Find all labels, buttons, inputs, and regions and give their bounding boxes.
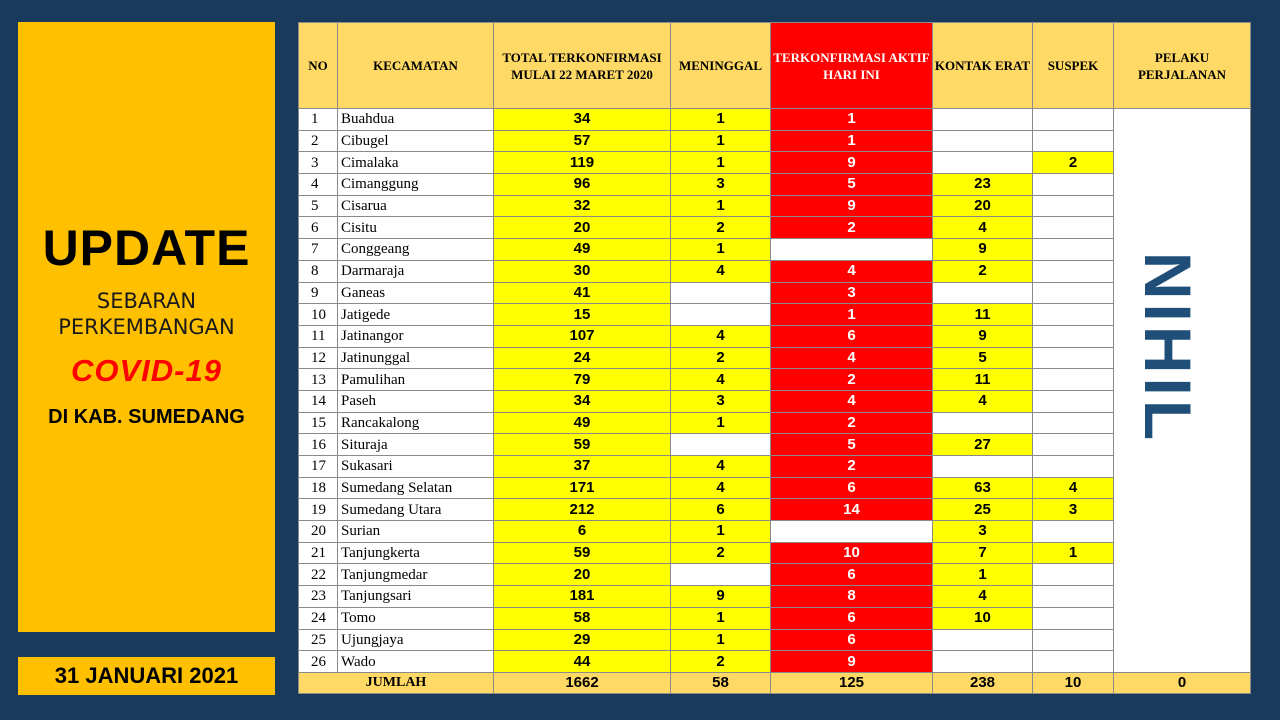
row-suspek bbox=[1033, 109, 1114, 131]
row-aktif: 6 bbox=[771, 325, 933, 347]
row-kontak: 63 bbox=[933, 477, 1033, 499]
row-meninggal: 6 bbox=[671, 499, 771, 521]
row-total: 49 bbox=[494, 239, 671, 261]
row-no: 17 bbox=[299, 456, 338, 478]
row-meninggal: 4 bbox=[671, 369, 771, 391]
table-row bbox=[299, 564, 1251, 586]
row-suspek bbox=[1033, 434, 1114, 456]
row-suspek bbox=[1033, 521, 1114, 543]
table-row bbox=[299, 369, 1251, 391]
row-meninggal: 4 bbox=[671, 325, 771, 347]
row-kecamatan: Sukasari bbox=[338, 456, 494, 478]
row-aktif: 4 bbox=[771, 347, 933, 369]
row-meninggal: 1 bbox=[671, 629, 771, 651]
header-no: NO bbox=[299, 23, 338, 109]
row-aktif: 10 bbox=[771, 542, 933, 564]
row-kecamatan: Pamulihan bbox=[338, 369, 494, 391]
row-kontak: 9 bbox=[933, 239, 1033, 261]
row-no: 13 bbox=[299, 369, 338, 391]
row-kecamatan: Sumedang Selatan bbox=[338, 477, 494, 499]
row-kontak bbox=[933, 456, 1033, 478]
row-no: 9 bbox=[299, 282, 338, 304]
row-no: 14 bbox=[299, 390, 338, 412]
row-meninggal bbox=[671, 434, 771, 456]
row-aktif: 14 bbox=[771, 499, 933, 521]
table-row bbox=[299, 282, 1251, 304]
row-aktif: 3 bbox=[771, 282, 933, 304]
row-aktif: 1 bbox=[771, 109, 933, 131]
row-kecamatan: Surian bbox=[338, 521, 494, 543]
row-kecamatan: Darmaraja bbox=[338, 260, 494, 282]
row-no: 6 bbox=[299, 217, 338, 239]
row-kontak: 4 bbox=[933, 217, 1033, 239]
row-kecamatan: Cisitu bbox=[338, 217, 494, 239]
row-suspek: 4 bbox=[1033, 477, 1114, 499]
table-row bbox=[299, 629, 1251, 651]
table-row bbox=[299, 434, 1251, 456]
row-suspek bbox=[1033, 651, 1114, 673]
row-kontak: 25 bbox=[933, 499, 1033, 521]
row-total: 41 bbox=[494, 282, 671, 304]
row-kecamatan: Tanjungkerta bbox=[338, 542, 494, 564]
row-aktif: 9 bbox=[771, 195, 933, 217]
table-row bbox=[299, 542, 1251, 564]
row-meninggal: 2 bbox=[671, 542, 771, 564]
header-kontak: KONTAK ERAT bbox=[933, 23, 1033, 109]
row-meninggal: 2 bbox=[671, 651, 771, 673]
row-kontak bbox=[933, 412, 1033, 434]
row-no: 10 bbox=[299, 304, 338, 326]
row-meninggal: 4 bbox=[671, 477, 771, 499]
row-meninggal: 1 bbox=[671, 412, 771, 434]
row-total: 34 bbox=[494, 109, 671, 131]
row-total: 212 bbox=[494, 499, 671, 521]
table-row bbox=[299, 217, 1251, 239]
row-meninggal bbox=[671, 282, 771, 304]
row-no: 4 bbox=[299, 174, 338, 196]
row-kontak: 27 bbox=[933, 434, 1033, 456]
row-total: 24 bbox=[494, 347, 671, 369]
row-kecamatan: Jatinunggal bbox=[338, 347, 494, 369]
row-aktif: 6 bbox=[771, 564, 933, 586]
row-no: 7 bbox=[299, 239, 338, 261]
row-no: 22 bbox=[299, 564, 338, 586]
total-confirmed: 1662 bbox=[494, 672, 671, 693]
row-total: 96 bbox=[494, 174, 671, 196]
title-panel bbox=[18, 22, 275, 632]
row-kecamatan: Buahdua bbox=[338, 109, 494, 131]
row-kecamatan: Conggeang bbox=[338, 239, 494, 261]
table-row bbox=[299, 456, 1251, 478]
row-no: 26 bbox=[299, 651, 338, 673]
row-suspek bbox=[1033, 304, 1114, 326]
row-kontak: 4 bbox=[933, 390, 1033, 412]
row-kecamatan: Ujungjaya bbox=[338, 629, 494, 651]
row-total: 59 bbox=[494, 542, 671, 564]
row-total: 34 bbox=[494, 390, 671, 412]
row-kecamatan: Rancakalong bbox=[338, 412, 494, 434]
row-aktif: 9 bbox=[771, 651, 933, 673]
table-row bbox=[299, 651, 1251, 673]
row-total: 79 bbox=[494, 369, 671, 391]
pelaku-note-text: NIHIL bbox=[1131, 251, 1205, 445]
row-suspek bbox=[1033, 564, 1114, 586]
row-total: 37 bbox=[494, 456, 671, 478]
row-aktif: 8 bbox=[771, 586, 933, 608]
row-no: 19 bbox=[299, 499, 338, 521]
table-row bbox=[299, 174, 1251, 196]
table-row bbox=[299, 325, 1251, 347]
row-aktif: 2 bbox=[771, 369, 933, 391]
row-total: 181 bbox=[494, 586, 671, 608]
total-contacts: 238 bbox=[933, 672, 1033, 693]
header-meninggal: MENINGGAL bbox=[671, 23, 771, 109]
row-kontak: 4 bbox=[933, 586, 1033, 608]
header-total: TOTAL TERKONFIRMASI MULAI 22 MARET 2020 bbox=[494, 23, 671, 109]
row-aktif: 2 bbox=[771, 412, 933, 434]
row-meninggal: 1 bbox=[671, 152, 771, 174]
row-no: 8 bbox=[299, 260, 338, 282]
row-suspek bbox=[1033, 325, 1114, 347]
row-suspek: 2 bbox=[1033, 152, 1114, 174]
row-suspek bbox=[1033, 174, 1114, 196]
row-meninggal: 3 bbox=[671, 174, 771, 196]
table-row bbox=[299, 260, 1251, 282]
row-kontak: 7 bbox=[933, 542, 1033, 564]
row-total: 107 bbox=[494, 325, 671, 347]
row-no: 1 bbox=[299, 109, 338, 131]
row-no: 3 bbox=[299, 152, 338, 174]
row-aktif: 6 bbox=[771, 607, 933, 629]
table-row bbox=[299, 521, 1251, 543]
row-suspek bbox=[1033, 130, 1114, 152]
row-kecamatan: Tanjungsari bbox=[338, 586, 494, 608]
row-meninggal: 1 bbox=[671, 607, 771, 629]
row-aktif: 9 bbox=[771, 152, 933, 174]
row-suspek bbox=[1033, 347, 1114, 369]
update-title: UPDATE bbox=[42, 220, 251, 276]
data-table-container bbox=[298, 22, 1250, 694]
row-kontak: 5 bbox=[933, 347, 1033, 369]
table-row bbox=[299, 499, 1251, 521]
row-meninggal: 2 bbox=[671, 217, 771, 239]
total-active: 125 bbox=[771, 672, 933, 693]
row-kontak: 2 bbox=[933, 260, 1033, 282]
row-aktif bbox=[771, 521, 933, 543]
region-label: DI KAB. SUMEDANG bbox=[48, 406, 245, 428]
row-suspek bbox=[1033, 217, 1114, 239]
row-no: 24 bbox=[299, 607, 338, 629]
row-suspek: 1 bbox=[1033, 542, 1114, 564]
row-no: 21 bbox=[299, 542, 338, 564]
row-total: 6 bbox=[494, 521, 671, 543]
row-meninggal bbox=[671, 564, 771, 586]
row-meninggal: 1 bbox=[671, 195, 771, 217]
total-label: JUMLAH bbox=[299, 672, 494, 693]
row-kecamatan: Sumedang Utara bbox=[338, 499, 494, 521]
row-suspek bbox=[1033, 239, 1114, 261]
row-total: 59 bbox=[494, 434, 671, 456]
table-row bbox=[299, 304, 1251, 326]
row-kecamatan: Situraja bbox=[338, 434, 494, 456]
row-no: 18 bbox=[299, 477, 338, 499]
table-row bbox=[299, 195, 1251, 217]
table-row bbox=[299, 477, 1251, 499]
row-no: 20 bbox=[299, 521, 338, 543]
row-kontak bbox=[933, 109, 1033, 131]
row-kontak: 9 bbox=[933, 325, 1033, 347]
row-total: 58 bbox=[494, 607, 671, 629]
row-total: 57 bbox=[494, 130, 671, 152]
row-kontak bbox=[933, 130, 1033, 152]
date-label: 31 JANUARI 2021 bbox=[18, 657, 275, 695]
row-meninggal: 9 bbox=[671, 586, 771, 608]
row-kontak: 1 bbox=[933, 564, 1033, 586]
subtitle-line-2: PERKEMBANGAN bbox=[58, 315, 235, 339]
row-total: 20 bbox=[494, 217, 671, 239]
table-row bbox=[299, 347, 1251, 369]
row-meninggal: 1 bbox=[671, 239, 771, 261]
row-meninggal: 3 bbox=[671, 390, 771, 412]
row-kecamatan: Wado bbox=[338, 651, 494, 673]
table-row bbox=[299, 586, 1251, 608]
row-suspek bbox=[1033, 369, 1114, 391]
subtitle-line-1: SEBARAN bbox=[96, 289, 197, 313]
row-kontak bbox=[933, 629, 1033, 651]
row-no: 12 bbox=[299, 347, 338, 369]
row-no: 23 bbox=[299, 586, 338, 608]
row-total: 44 bbox=[494, 651, 671, 673]
total-deaths: 58 bbox=[671, 672, 771, 693]
header-kecamatan: KECAMATAN bbox=[338, 23, 494, 109]
row-aktif: 6 bbox=[771, 477, 933, 499]
row-no: 15 bbox=[299, 412, 338, 434]
table-row bbox=[299, 130, 1251, 152]
covid-table bbox=[298, 22, 1251, 694]
row-total: 29 bbox=[494, 629, 671, 651]
row-total: 119 bbox=[494, 152, 671, 174]
row-kecamatan: Ganeas bbox=[338, 282, 494, 304]
header-pelaku: PELAKU PERJALANAN bbox=[1114, 23, 1251, 109]
row-kontak: 11 bbox=[933, 304, 1033, 326]
row-aktif: 1 bbox=[771, 130, 933, 152]
row-suspek bbox=[1033, 607, 1114, 629]
row-aktif: 2 bbox=[771, 456, 933, 478]
table-row bbox=[299, 607, 1251, 629]
row-kontak: 23 bbox=[933, 174, 1033, 196]
row-meninggal bbox=[671, 304, 771, 326]
row-suspek bbox=[1033, 260, 1114, 282]
table-row bbox=[299, 152, 1251, 174]
row-kecamatan: Paseh bbox=[338, 390, 494, 412]
row-kecamatan: Jatinangor bbox=[338, 325, 494, 347]
row-kecamatan: Tanjungmedar bbox=[338, 564, 494, 586]
row-kontak bbox=[933, 282, 1033, 304]
row-suspek bbox=[1033, 456, 1114, 478]
header-aktif: TERKONFIRMASI AKTIF HARI INI bbox=[771, 23, 933, 109]
row-kontak: 20 bbox=[933, 195, 1033, 217]
row-kecamatan: Cisarua bbox=[338, 195, 494, 217]
row-aktif: 5 bbox=[771, 174, 933, 196]
header-row bbox=[299, 23, 1251, 109]
row-meninggal: 4 bbox=[671, 456, 771, 478]
total-row bbox=[299, 672, 1251, 693]
row-total: 20 bbox=[494, 564, 671, 586]
row-no: 25 bbox=[299, 629, 338, 651]
row-meninggal: 1 bbox=[671, 521, 771, 543]
row-kontak: 11 bbox=[933, 369, 1033, 391]
row-meninggal: 1 bbox=[671, 130, 771, 152]
row-kecamatan: Cimanggung bbox=[338, 174, 494, 196]
row-kecamatan: Cibugel bbox=[338, 130, 494, 152]
row-no: 11 bbox=[299, 325, 338, 347]
row-suspek bbox=[1033, 282, 1114, 304]
row-kontak bbox=[933, 651, 1033, 673]
row-kontak: 10 bbox=[933, 607, 1033, 629]
row-aktif: 4 bbox=[771, 390, 933, 412]
row-suspek bbox=[1033, 586, 1114, 608]
row-total: 32 bbox=[494, 195, 671, 217]
row-aktif: 4 bbox=[771, 260, 933, 282]
row-aktif bbox=[771, 239, 933, 261]
row-meninggal: 4 bbox=[671, 260, 771, 282]
row-aktif: 6 bbox=[771, 629, 933, 651]
row-meninggal: 1 bbox=[671, 109, 771, 131]
row-kecamatan: Tomo bbox=[338, 607, 494, 629]
row-total: 15 bbox=[494, 304, 671, 326]
total-travelers: 0 bbox=[1114, 672, 1251, 693]
table-row bbox=[299, 239, 1251, 261]
row-kontak bbox=[933, 152, 1033, 174]
row-suspek: 3 bbox=[1033, 499, 1114, 521]
row-aktif: 5 bbox=[771, 434, 933, 456]
row-aktif: 2 bbox=[771, 217, 933, 239]
row-total: 30 bbox=[494, 260, 671, 282]
row-suspek bbox=[1033, 390, 1114, 412]
row-no: 2 bbox=[299, 130, 338, 152]
row-meninggal: 2 bbox=[671, 347, 771, 369]
row-aktif: 1 bbox=[771, 304, 933, 326]
header-suspek: SUSPEK bbox=[1033, 23, 1114, 109]
row-suspek bbox=[1033, 412, 1114, 434]
covid-label: COVID-19 bbox=[71, 353, 222, 388]
row-kontak: 3 bbox=[933, 521, 1033, 543]
table-row bbox=[299, 390, 1251, 412]
row-suspek bbox=[1033, 629, 1114, 651]
row-total: 49 bbox=[494, 412, 671, 434]
row-no: 16 bbox=[299, 434, 338, 456]
table-row bbox=[299, 412, 1251, 434]
table-row bbox=[299, 109, 1251, 131]
total-suspects: 10 bbox=[1033, 672, 1114, 693]
row-total: 171 bbox=[494, 477, 671, 499]
row-no: 5 bbox=[299, 195, 338, 217]
row-kecamatan: Jatigede bbox=[338, 304, 494, 326]
row-suspek bbox=[1033, 195, 1114, 217]
row-kecamatan: Cimalaka bbox=[338, 152, 494, 174]
